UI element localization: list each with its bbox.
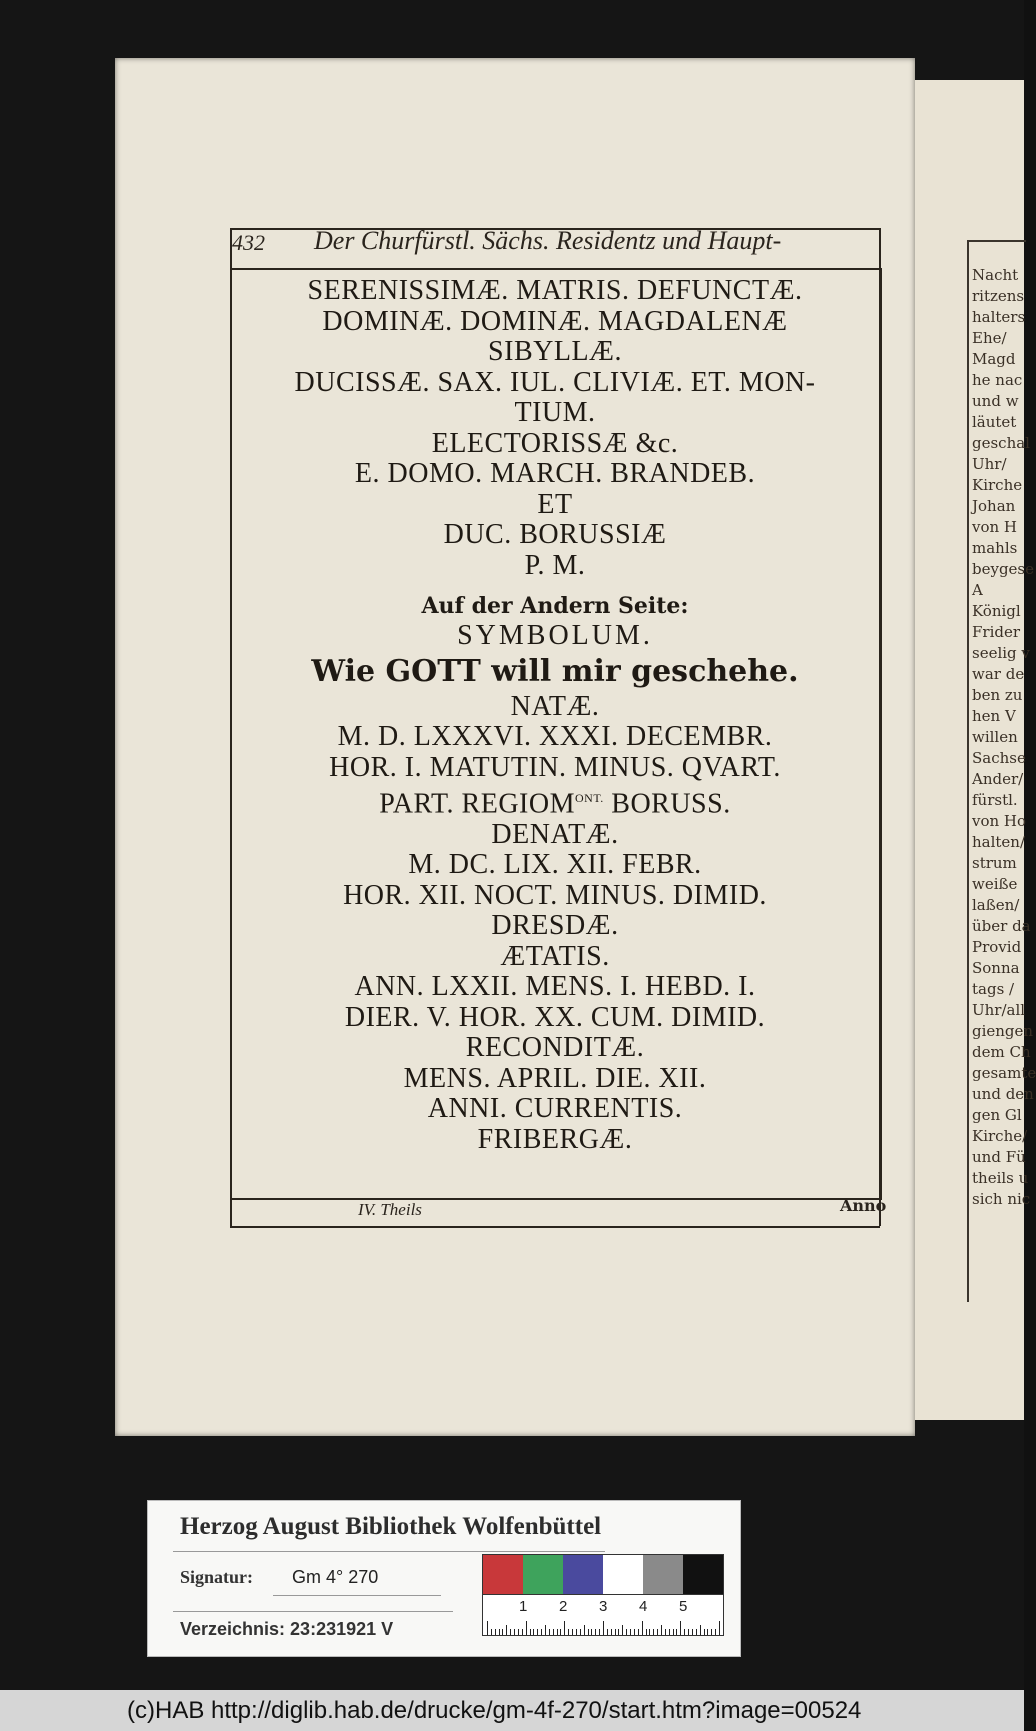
ruler-tick bbox=[526, 1621, 527, 1635]
page-header bbox=[230, 226, 880, 264]
inscription-line: M. D. LXXXVI. XXXI. DECEMBR. bbox=[337, 721, 773, 752]
ruler-tick bbox=[580, 1629, 581, 1635]
facing-page-line: hen V bbox=[972, 707, 1016, 725]
inscription-line: SERENISSIMÆ. MATRIS. DEFUNCTÆ. bbox=[307, 275, 803, 306]
ruler-tick bbox=[502, 1629, 503, 1635]
verzeichnis: Verzeichnis: 23:231921 V bbox=[180, 1619, 394, 1639]
facing-page-line: Provid bbox=[972, 938, 1022, 956]
ruler-number: 5 bbox=[679, 1598, 688, 1615]
ruler-tick bbox=[665, 1629, 666, 1635]
inscription bbox=[232, 276, 878, 1155]
ruler-tick bbox=[607, 1629, 608, 1635]
inscription-line: DENATÆ. bbox=[491, 818, 619, 850]
facing-page-line: Uhr/ bbox=[972, 455, 1007, 473]
ruler-number: 3 bbox=[599, 1598, 608, 1615]
facing-page-line: strum bbox=[972, 854, 1017, 872]
ruler-tick bbox=[704, 1629, 705, 1635]
facing-page-line: Sachse bbox=[972, 749, 1026, 767]
facing-page-line: beygese bbox=[972, 560, 1035, 578]
ruler-tick bbox=[549, 1629, 550, 1635]
facing-page-line: sich nic bbox=[972, 1190, 1031, 1208]
ruler-tick bbox=[622, 1625, 623, 1635]
signatur-label: Signatur: bbox=[180, 1567, 254, 1587]
ruler-tick bbox=[711, 1629, 712, 1635]
ruler-tick bbox=[611, 1629, 612, 1635]
ruler-tick bbox=[707, 1629, 708, 1635]
facing-page-line: Kirche/ bbox=[972, 1127, 1028, 1145]
ruler-tick bbox=[649, 1629, 650, 1635]
inscription-line: NATÆ. bbox=[510, 690, 600, 722]
facing-page-line: von H bbox=[972, 518, 1018, 536]
ruler-tick bbox=[626, 1629, 627, 1635]
ruler-tick bbox=[553, 1629, 554, 1635]
inscription-line: ÆTATIS. bbox=[500, 940, 610, 972]
ruler-tick bbox=[572, 1629, 573, 1635]
color-patch bbox=[603, 1555, 643, 1595]
ruler-tick bbox=[591, 1629, 592, 1635]
facing-page-line: he nac bbox=[972, 371, 1023, 389]
facing-page-line: geschal bbox=[972, 434, 1030, 452]
facing-page-line: theils u bbox=[972, 1169, 1029, 1187]
inscription-line-regiom: PART. $REGIOM^{ONT.}$ BORUSS. bbox=[379, 788, 731, 820]
inscription-line: RECONDITÆ. bbox=[465, 1032, 645, 1064]
side-note: Auf der Andern Seite: bbox=[421, 593, 689, 619]
ruler-tick bbox=[522, 1629, 523, 1635]
facing-page-line: von Ho bbox=[972, 812, 1027, 830]
ruler-tick bbox=[634, 1629, 635, 1635]
page-number: 432 bbox=[232, 230, 265, 255]
catchword: Anno bbox=[840, 1196, 887, 1215]
ruler-tick bbox=[653, 1629, 654, 1635]
ruler-tick bbox=[696, 1629, 697, 1635]
color-patch bbox=[643, 1555, 683, 1595]
motto: Wie GOTT will mir geschehe. bbox=[311, 653, 799, 689]
facing-page-line: Ehe/ bbox=[972, 329, 1007, 347]
ruler-tick bbox=[715, 1629, 716, 1635]
color-patch bbox=[523, 1555, 563, 1595]
ruler-tick bbox=[669, 1629, 670, 1635]
facing-page bbox=[902, 80, 1036, 1420]
ruler-tick bbox=[576, 1629, 577, 1635]
ruler-tick bbox=[646, 1629, 647, 1635]
facing-page-line: Sonna bbox=[972, 959, 1020, 977]
ruler-tick bbox=[638, 1629, 639, 1635]
ruler-tick bbox=[533, 1629, 534, 1635]
ruler-tick bbox=[595, 1629, 596, 1635]
ruler-tick bbox=[680, 1621, 681, 1635]
library-label bbox=[147, 1500, 741, 1657]
facing-page-line: weiße bbox=[972, 875, 1018, 893]
facing-page-line: ben zu bbox=[972, 686, 1023, 704]
facing-page-line: Magd bbox=[972, 350, 1016, 368]
inscription-line: HOR. I. MATUTIN. MINUS. QVART. bbox=[329, 751, 781, 783]
ruler-tick bbox=[487, 1621, 488, 1635]
facing-page-line: war de bbox=[972, 665, 1025, 683]
color-patch bbox=[483, 1555, 523, 1595]
inscription-line: DRESDÆ. bbox=[491, 910, 619, 942]
credit-link[interactable]: (c)HAB http://diglib.hab.de/drucke/gm-4f-270/start.htm?image=00524 bbox=[127, 1697, 862, 1724]
facing-page-line: gesamte bbox=[972, 1064, 1036, 1082]
signatur-value: Gm 4° 270 bbox=[292, 1567, 379, 1587]
facing-page-text bbox=[972, 265, 1036, 1210]
facing-page-line: Nacht bbox=[972, 266, 1019, 284]
inscription-line: HOR. XII. NOCT. MINUS. DIMID. bbox=[343, 879, 767, 911]
inscription-line: TIUM. bbox=[514, 397, 596, 428]
ruler-tick bbox=[499, 1629, 500, 1635]
ruler-tick bbox=[603, 1621, 604, 1635]
signature-mark: IV. Theils bbox=[358, 1200, 422, 1219]
inscription-line: DIER. V. HOR. XX. CUM. DIMID. bbox=[344, 1001, 766, 1033]
ruler-tick bbox=[618, 1629, 619, 1635]
ruler-tick bbox=[642, 1621, 643, 1635]
verzeichnis-rule bbox=[173, 1611, 453, 1612]
facing-page-line: Ander/ bbox=[972, 770, 1024, 788]
ruler-number: 1 bbox=[519, 1598, 528, 1615]
facing-page-line: und w bbox=[972, 392, 1019, 410]
facing-page-line: Johan bbox=[972, 497, 1016, 515]
facing-page-line: A bbox=[972, 581, 983, 599]
facing-page-line: über da bbox=[972, 917, 1031, 935]
inscription-line: P. M. bbox=[524, 549, 586, 581]
facing-page-line: halters bbox=[972, 308, 1026, 326]
ruler-tick bbox=[518, 1629, 519, 1635]
ruler-tick bbox=[676, 1629, 677, 1635]
inscription-line: FRIBERGÆ. bbox=[477, 1123, 633, 1155]
running-head: Der Churfürstl. Sächs. Residentz und Haupt- bbox=[314, 226, 782, 255]
inscription-line: DUC. BORUSSIÆ bbox=[443, 519, 667, 550]
inscription-line: M. DC. LIX. XII. FEBR. bbox=[408, 849, 702, 881]
facing-page-line: gen Gl bbox=[972, 1106, 1022, 1124]
label-rule bbox=[173, 1551, 605, 1552]
inscription-block-birth bbox=[232, 692, 878, 784]
ruler-tick bbox=[588, 1629, 589, 1635]
color-calibration-bar bbox=[482, 1554, 724, 1596]
facing-page-line: seelig v bbox=[972, 644, 1030, 662]
facing-page-line: willen bbox=[972, 728, 1018, 746]
ruler-tick bbox=[584, 1625, 585, 1635]
ruler-tick bbox=[688, 1629, 689, 1635]
ruler-number: 4 bbox=[639, 1598, 648, 1615]
inscription-line: DUCISSÆ. SAX. IUL. CLIVIÆ. ET. MON- bbox=[294, 366, 816, 398]
inscription-line: ET bbox=[537, 488, 573, 520]
ruler-tick bbox=[673, 1629, 674, 1635]
ruler-tick bbox=[684, 1629, 685, 1635]
facing-page-line: halten/ bbox=[972, 833, 1026, 851]
frame-rule-top bbox=[230, 228, 880, 231]
ruler-tick bbox=[541, 1629, 542, 1635]
facing-page-line: Uhr/all bbox=[972, 1001, 1026, 1019]
color-patch bbox=[683, 1555, 723, 1595]
inscription-line: E. DOMO. MARCH. BRANDEB. bbox=[354, 458, 756, 489]
ruler-tick bbox=[495, 1629, 496, 1635]
ruler-tick bbox=[564, 1621, 565, 1635]
facing-page-line: Frider bbox=[972, 623, 1021, 641]
facing-page-line: dem Ch bbox=[972, 1043, 1031, 1061]
inscription-line: ANN. LXXII. MENS. I. HEBD. I. bbox=[354, 971, 756, 1003]
inscription-line: DOMINÆ. DOMINÆ. MAGDALENÆ bbox=[322, 305, 788, 337]
facing-page-line: Königl bbox=[972, 602, 1021, 620]
ruler-tick bbox=[692, 1629, 693, 1635]
facing-page-line: läutet bbox=[972, 413, 1017, 431]
color-patch bbox=[563, 1555, 603, 1595]
ruler-tick bbox=[530, 1629, 531, 1635]
scale-ruler bbox=[482, 1594, 724, 1636]
facing-page-line: laßen/ bbox=[972, 896, 1020, 914]
inscription-line: ANNI. CURRENTIS. bbox=[427, 1093, 683, 1125]
symbolum-heading: SYMBOLUM. bbox=[457, 620, 653, 651]
inscription-line: ELECTORISSÆ &c. bbox=[431, 427, 679, 459]
facing-page-line: mahls bbox=[972, 539, 1018, 557]
credit-bar bbox=[0, 1690, 1024, 1731]
facing-page-line: ritzens bbox=[972, 287, 1025, 305]
inscription-block-dedication bbox=[232, 276, 878, 581]
ruler-tick bbox=[510, 1629, 511, 1635]
ruler-tick bbox=[545, 1625, 546, 1635]
ruler-tick bbox=[537, 1629, 538, 1635]
ruler-tick bbox=[700, 1625, 701, 1635]
ruler-tick bbox=[568, 1629, 569, 1635]
ruler-tick bbox=[514, 1629, 515, 1635]
ruler-tick bbox=[657, 1629, 658, 1635]
facing-page-line: tags / bbox=[972, 980, 1015, 998]
inscription-block-death bbox=[232, 820, 878, 1156]
ruler-tick bbox=[557, 1629, 558, 1635]
facing-page-line: fürstl. bbox=[972, 791, 1018, 809]
ruler-tick bbox=[491, 1629, 492, 1635]
facing-page-line: giengen bbox=[972, 1022, 1034, 1040]
ruler-tick bbox=[661, 1625, 662, 1635]
ruler-tick bbox=[599, 1629, 600, 1635]
ruler-number: 2 bbox=[559, 1598, 568, 1615]
ruler-tick bbox=[719, 1621, 720, 1635]
ruler-tick bbox=[615, 1629, 616, 1635]
signatur-rule bbox=[273, 1595, 441, 1596]
ruler-tick bbox=[506, 1625, 507, 1635]
library-title: Herzog August Bibliothek Wolfenbüttel bbox=[180, 1513, 602, 1540]
ruler-tick bbox=[560, 1629, 561, 1635]
inscription-line: MENS. APRIL. DIE. XII. bbox=[403, 1062, 707, 1094]
frame-rule-bottom bbox=[230, 1226, 880, 1229]
ruler-tick bbox=[630, 1629, 631, 1635]
facing-page-line: und Fü bbox=[972, 1148, 1026, 1166]
facing-page-line: Kirche bbox=[972, 476, 1023, 494]
inscription-line: SIBYLLÆ. bbox=[488, 336, 622, 367]
facing-page-line: und den bbox=[972, 1085, 1034, 1103]
